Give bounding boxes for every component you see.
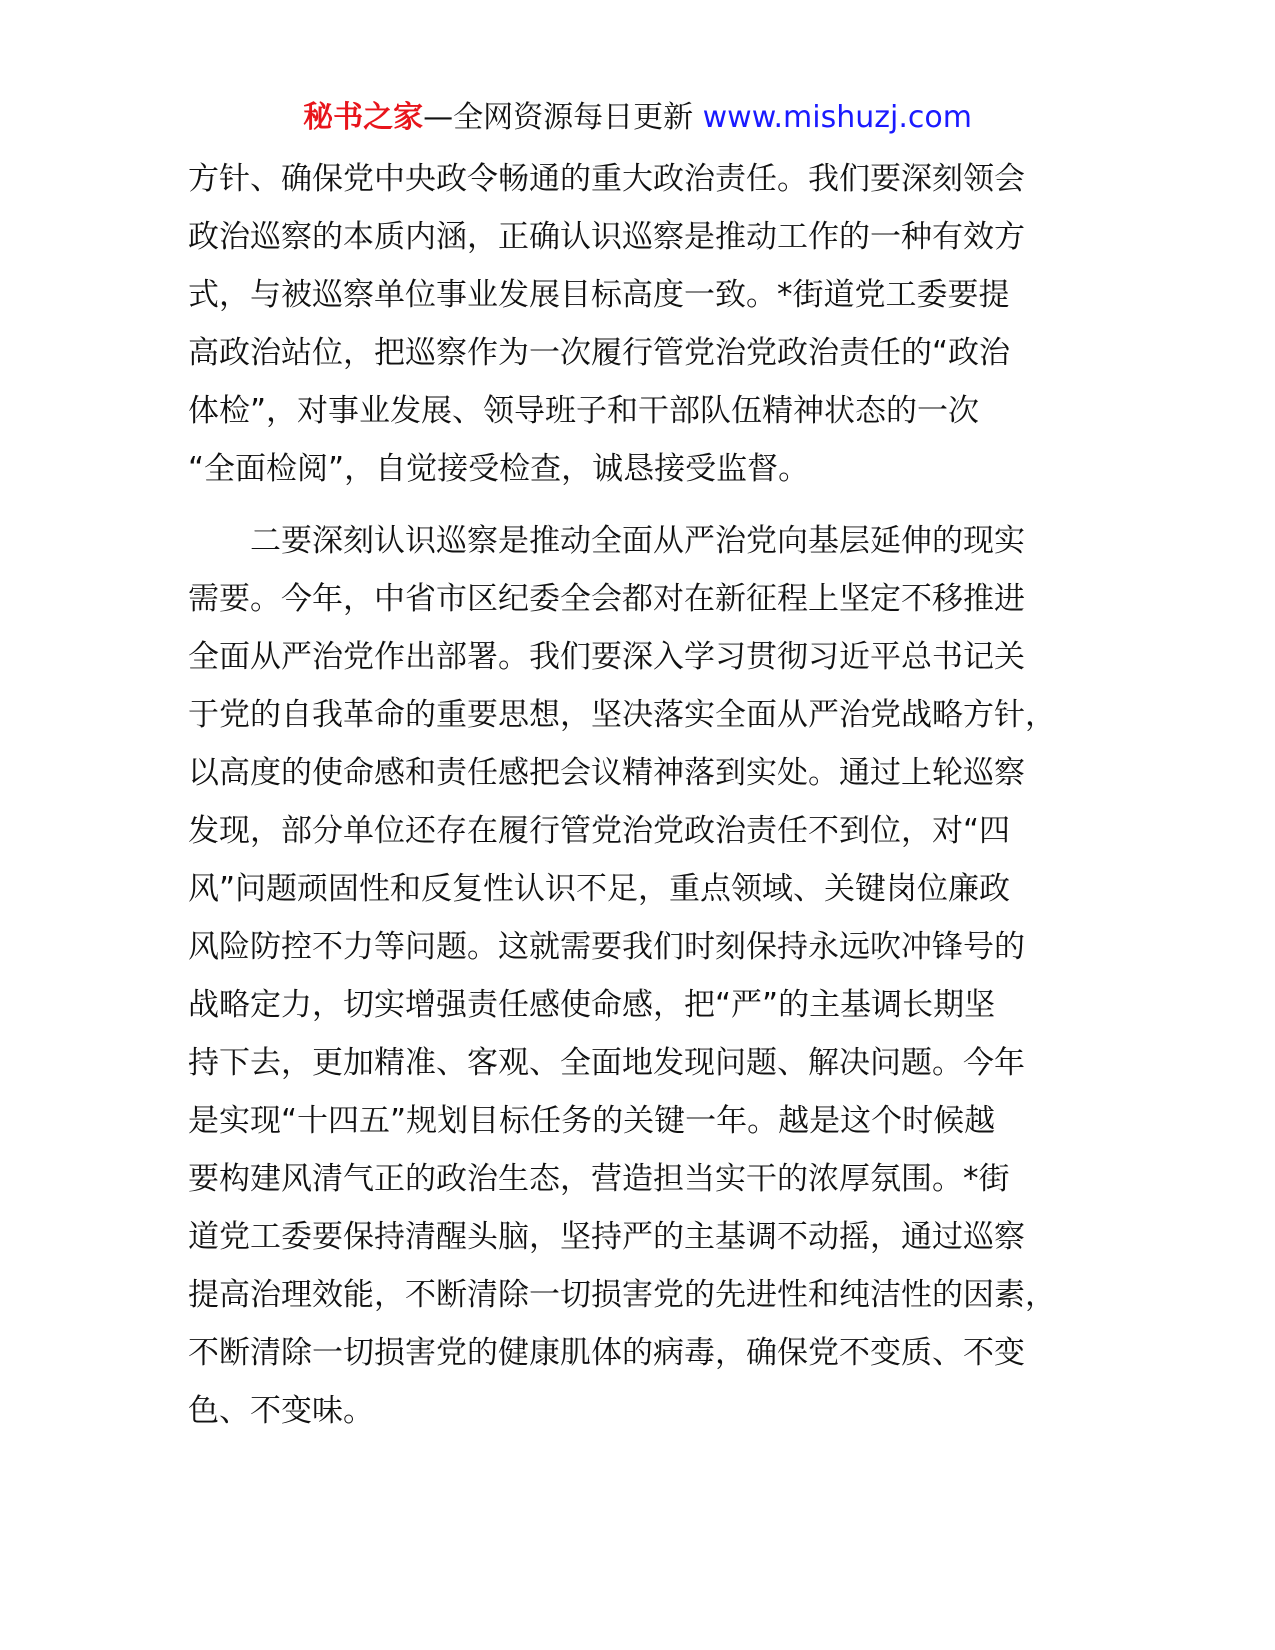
site-brand: 秘书之家 bbox=[303, 100, 424, 135]
text-line: 于党的自我革命的重要思想，坚决落实全面从严治党战略方针， bbox=[188, 697, 1056, 733]
text-line: 政治巡察的本质内涵，正确认识巡察是推动工作的一种有效方 bbox=[188, 219, 1025, 255]
text-line: 是实现“十四五”规划目标任务的关键一年。越是这个时候越 bbox=[188, 1103, 996, 1139]
text-line: 式，与被巡察单位事业发展目标高度一致。*街道党工委要提 bbox=[188, 277, 1010, 313]
text-line: 发现，部分单位还存在履行管党治党政治责任不到位，对“四 bbox=[188, 813, 1011, 849]
page-header bbox=[0, 98, 1275, 138]
text-line: 风”问题顽固性和反复性认识不足，重点领域、关键岗位廉政 bbox=[188, 871, 1011, 907]
text-line: 需要。今年，中省市区纪委全会都对在新征程上坚定不移推进 bbox=[188, 581, 1025, 617]
text-line: 体检”，对事业发展、领导班子和干部队伍精神状态的一次 bbox=[188, 393, 980, 429]
text-line: 风险防控不力等问题。这就需要我们时刻保持永远吹冲锋号的 bbox=[188, 929, 1025, 965]
site-tagline: —全网资源每日更新 bbox=[423, 100, 703, 135]
document-body bbox=[188, 150, 1088, 1440]
text-line: 战略定力，切实增强责任感使命感，把“严”的主基调长期坚 bbox=[188, 987, 996, 1023]
text-line: 道党工委要保持清醒头脑，坚持严的主基调不动摇，通过巡察 bbox=[188, 1219, 1025, 1255]
text-line: 高政治站位，把巡察作为一次履行管党治党政治责任的“政治 bbox=[188, 335, 1011, 371]
text-line: 不断清除一切损害党的健康肌体的病毒，确保党不变质、不变 bbox=[188, 1335, 1025, 1371]
text-line: 持下去，更加精准、客观、全面地发现问题、解决问题。今年 bbox=[188, 1045, 1025, 1081]
text-line: “全面检阅”，自觉接受检查，诚恳接受监督。 bbox=[188, 451, 810, 487]
text-line: 以高度的使命感和责任感把会议精神落到实处。通过上轮巡察 bbox=[188, 755, 1025, 791]
text-line: 要构建风清气正的政治生态，营造担当实干的浓厚氛围。*街 bbox=[188, 1161, 1010, 1197]
text-line: 提高治理效能，不断清除一切损害党的先进性和纯洁性的因素， bbox=[188, 1277, 1056, 1313]
text-line: 二要深刻认识巡察是推动全面从严治党向基层延伸的现实 bbox=[250, 523, 1025, 559]
text-line: 方针、确保党中央政令畅通的重大政治责任。我们要深刻领会 bbox=[188, 161, 1025, 197]
paragraph-2 bbox=[188, 512, 1088, 1440]
paragraph-1 bbox=[188, 150, 1088, 498]
text-line: 色、不变味。 bbox=[188, 1393, 374, 1429]
site-url-link[interactable]: www.mishuzj.com bbox=[702, 100, 972, 135]
text-line: 全面从严治党作出部署。我们要深入学习贯彻习近平总书记关 bbox=[188, 639, 1025, 675]
